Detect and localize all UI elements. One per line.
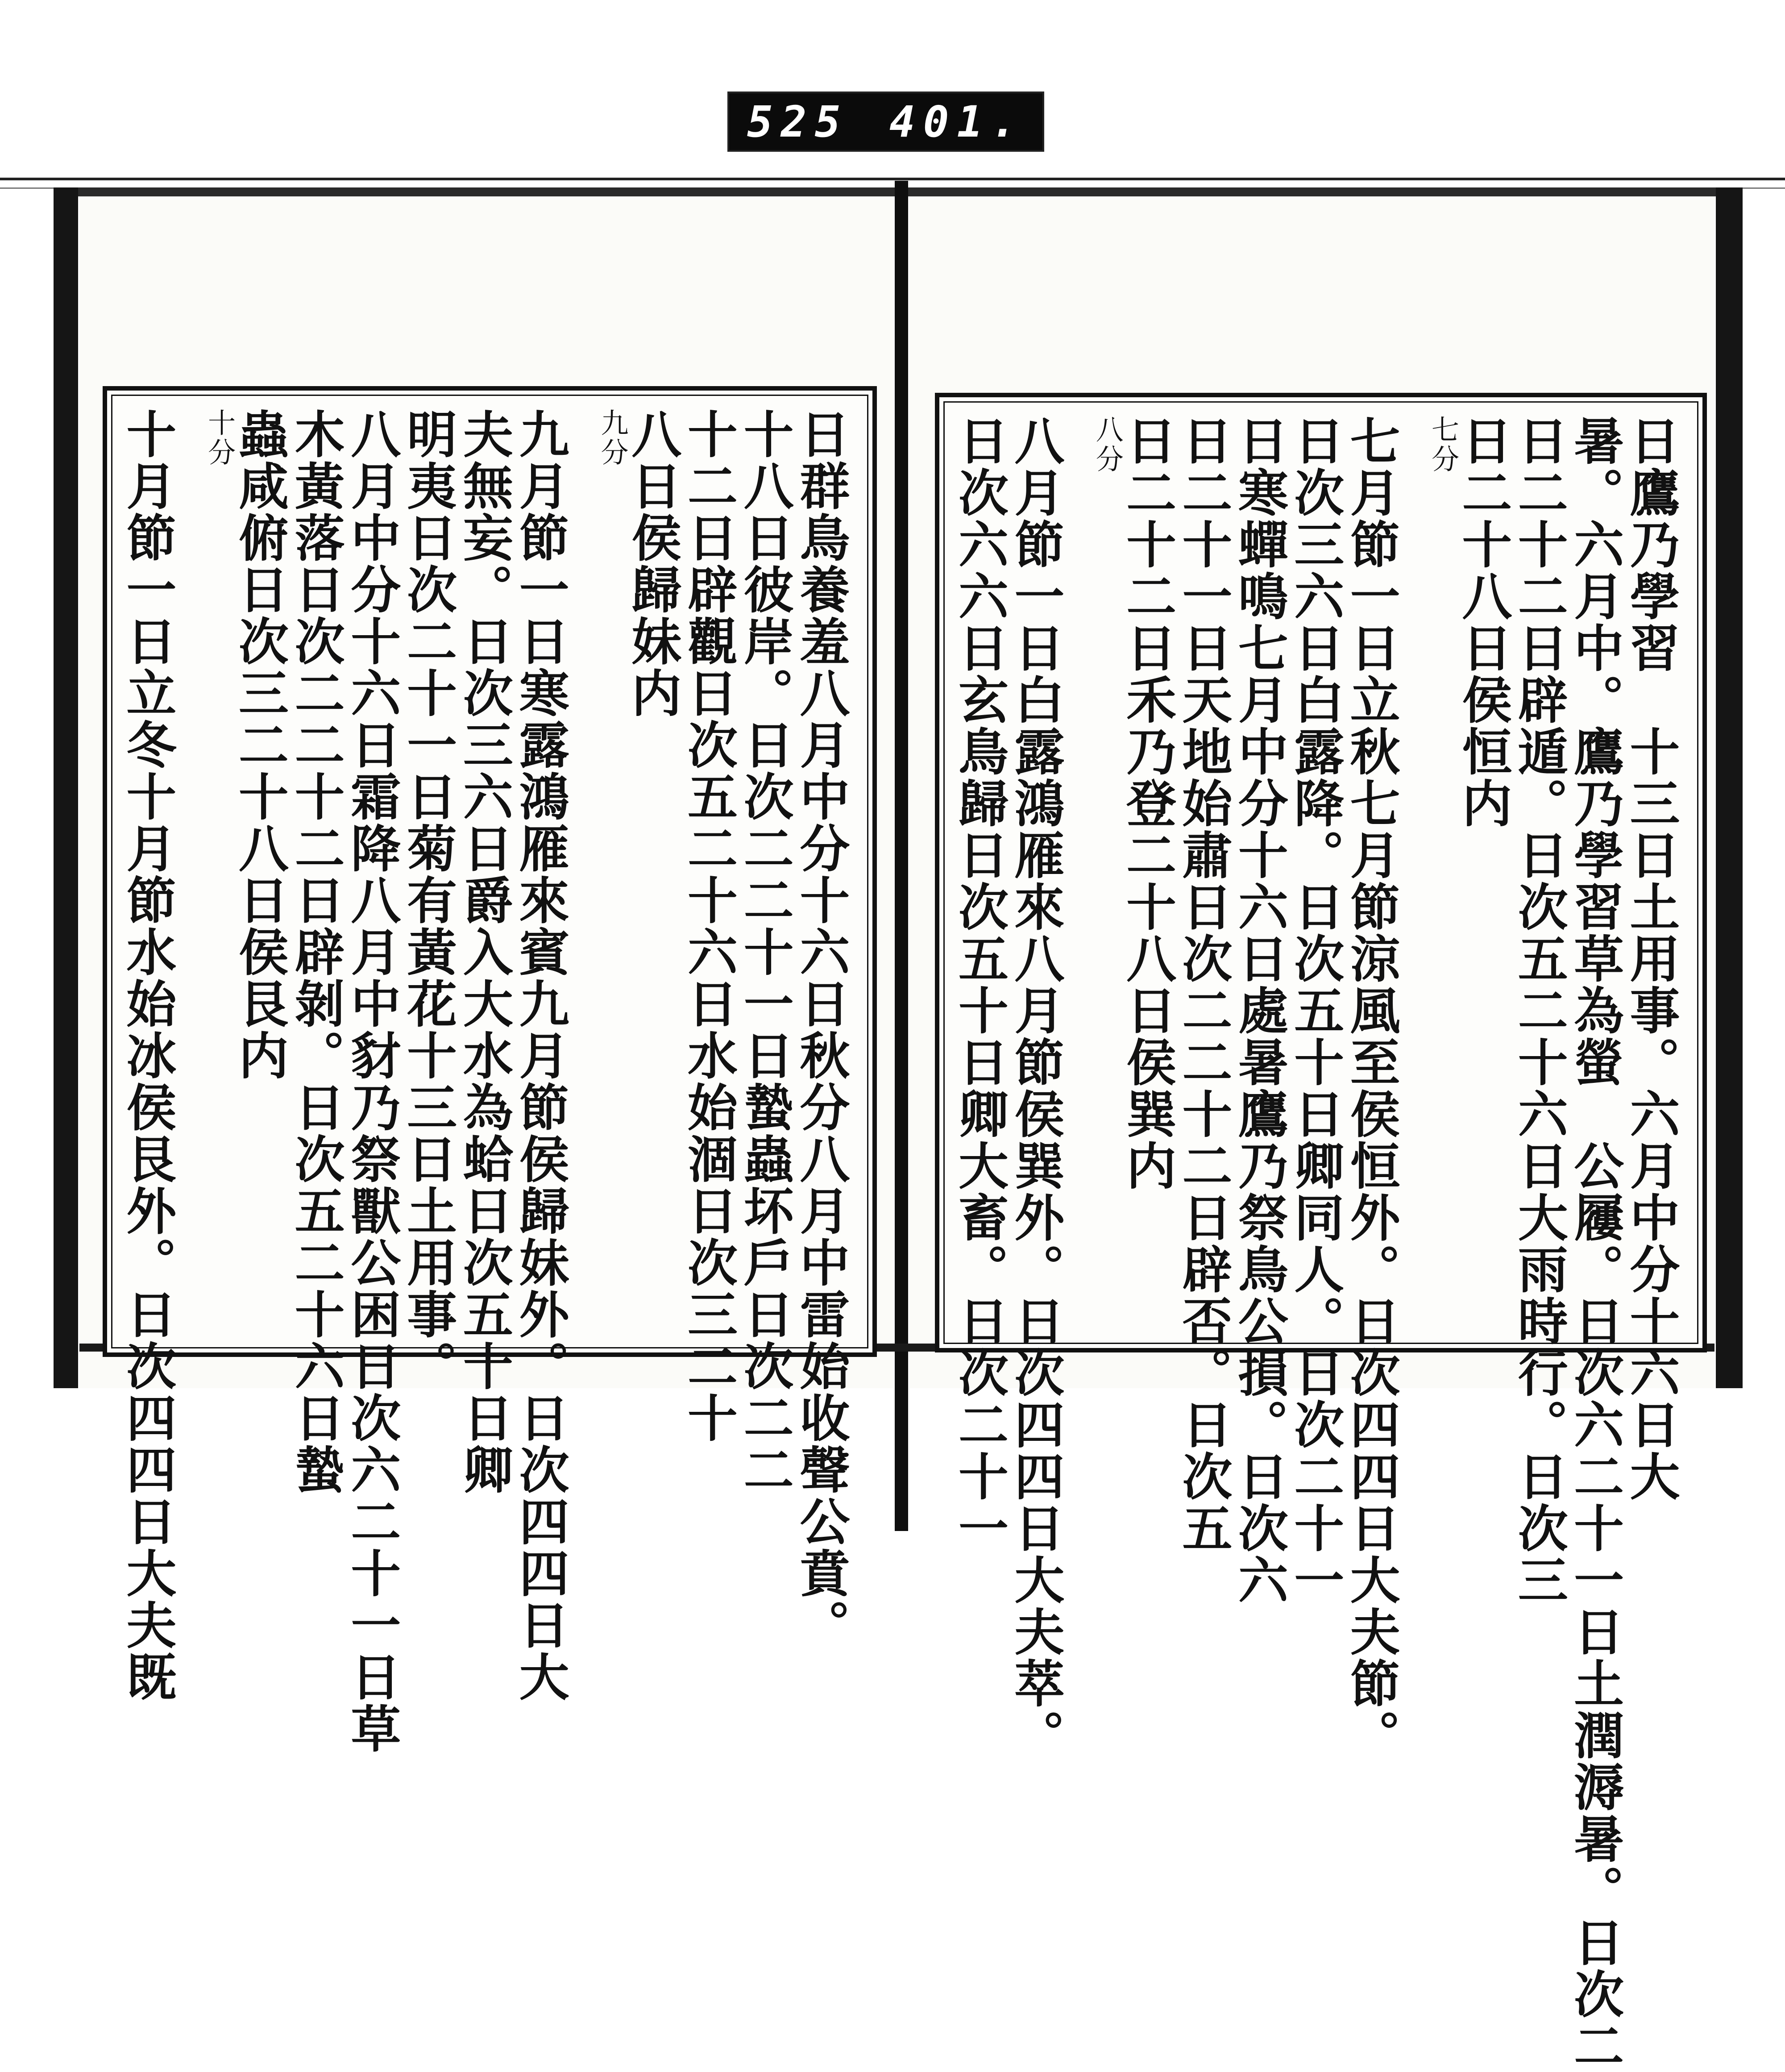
- text-column: 木黃落日次二二十二日辟剝。日次五二十六日蟄: [286, 408, 345, 1496]
- book-edge-right: [1716, 187, 1743, 1388]
- call-number-left: 525: [747, 96, 849, 147]
- right-page-columns: [950, 415, 1685, 2072]
- text-column: 七月節一日立秋七月節涼風至侯恒外。日次四四日大夫節。: [1342, 415, 1401, 1761]
- text-column: 明夷日次二十一日菊有黃花十三日土用事。: [399, 408, 457, 1392]
- section-head: 七分: [1427, 415, 1460, 474]
- section-head: 九分: [596, 408, 629, 467]
- call-number-right: 401.: [889, 96, 1025, 147]
- text-column: 日二十二日禾乃登二十八日侯巽内: [1118, 415, 1177, 1192]
- book-spine: [895, 181, 908, 1531]
- book-top-right: [908, 187, 1716, 196]
- book-edge-left: [54, 187, 78, 1388]
- book-top-left: [78, 187, 895, 196]
- left-page-text-frame: [103, 386, 877, 1755]
- text-column: 十八日彼岸。日次二二十一日蟄蟲坏戶日次二二: [735, 408, 794, 1496]
- section-head: 十分: [203, 408, 236, 467]
- text-column: 十月節一日立冬十月節水始冰侯艮外。日次四四日大夫既: [118, 408, 177, 1703]
- text-column: 日二十二日辟遁。日次五二十六日大雨時行。日次三: [1510, 415, 1569, 1606]
- text-column: 日鷹乃學習 十三日土用事。六月中分十六日大: [1622, 415, 1680, 1502]
- section-head: 八分: [1091, 415, 1124, 474]
- call-number-plate: [727, 92, 1044, 152]
- left-page-columns: [118, 408, 855, 1755]
- text-column: 暑。六月中。鷹乃學習草為螢 公屨。日次六二十一日土潤溽暑。日次二: [1565, 415, 1624, 2072]
- text-column: 日二十八日侯恒内: [1453, 415, 1512, 829]
- text-column: 八月中分十六日霜降八月中豺乃祭獸公困日次六二十一日草: [342, 408, 401, 1755]
- text-column: 日次三六日白露降。日次五十日卿同人。日次二十一: [1286, 415, 1345, 1606]
- text-column: 八日侯歸妹内: [623, 408, 682, 719]
- right-page-text-frame: [935, 393, 1707, 2072]
- text-column: 九月節一日寒露鴻雁來賓九月節侯歸妹外。日次四四日大: [511, 408, 570, 1703]
- text-column: 日寒蟬鳴七月中分十六日處暑鷹乃祭鳥公損。日次六: [1230, 415, 1289, 1606]
- text-column: 八月節一日白露鴻雁來八月節侯巽外。日次四四日大夫萃。: [1006, 415, 1065, 1761]
- text-column: 日群鳥養羞八月中分十六日秋分八月中雷始收聲公賁。: [792, 408, 850, 1651]
- text-column: 日次六六日玄鳥歸日次五十日卿大畜。日次二十一: [950, 415, 1009, 1554]
- scan-divider: [0, 178, 1785, 180]
- text-column: 夫無妄。日次三六日爵入大水為蛤日次五十日卿: [455, 408, 514, 1496]
- text-column: 蟲咸俯日次三二十八日侯艮内: [230, 408, 289, 1082]
- text-column: 十二日辟觀日次五二十六日水始涸日次三二十: [679, 408, 738, 1444]
- text-column: 日二十一日天地始肅日次二二十二日辟否。日次五: [1174, 415, 1233, 1554]
